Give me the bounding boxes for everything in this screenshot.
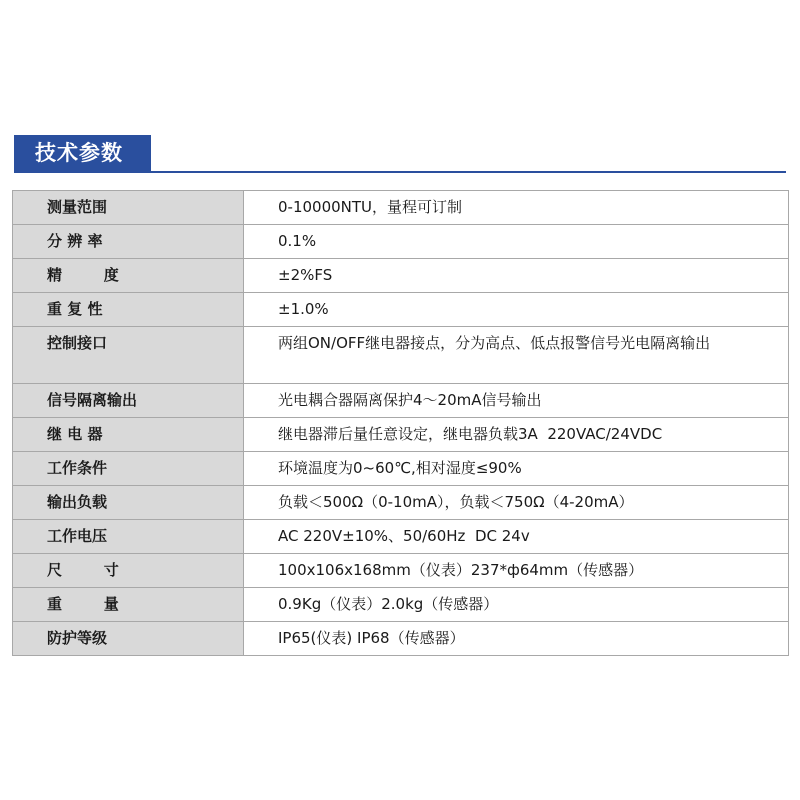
spec-label: 测量范围 [13, 191, 244, 225]
spec-row-resolution [13, 225, 789, 259]
spec-row-control-interface [13, 327, 789, 384]
spec-value: 0.1% [244, 225, 789, 259]
spec-row-dimensions [13, 554, 789, 588]
spec-row-range [13, 191, 789, 225]
spec-value: 0.9Kg（仪表）2.0kg（传感器） [244, 588, 789, 622]
spec-table [12, 190, 789, 656]
spec-value: IP65(仪表) IP68（传感器） [244, 622, 789, 656]
spec-row-weight [13, 588, 789, 622]
spec-row-isolated-output [13, 384, 789, 418]
spec-value: 100x106x168mm（仪表）237*ф64mm（传感器） [244, 554, 789, 588]
spec-value: 光电耦合器隔离保护4～20mA信号输出 [244, 384, 789, 418]
spec-row-protection-rating [13, 622, 789, 656]
spec-label: 重 量 [13, 588, 244, 622]
spec-label: 控制接口 [13, 327, 244, 384]
section-title: 技术参数 [14, 135, 151, 171]
spec-value: 负载＜500Ω（0-10mA），负载＜750Ω（4-20mA） [244, 486, 789, 520]
spec-label: 精 度 [13, 259, 244, 293]
spec-label: 信号隔离输出 [13, 384, 244, 418]
spec-label: 尺 寸 [13, 554, 244, 588]
spec-value: 环境温度为0~60℃,相对湿度≤90% [244, 452, 789, 486]
spec-row-relay [13, 418, 789, 452]
spec-label: 重 复 性 [13, 293, 244, 327]
spec-label: 输出负载 [13, 486, 244, 520]
spec-row-working-voltage [13, 520, 789, 554]
spec-label: 工作条件 [13, 452, 244, 486]
title-divider [14, 171, 786, 173]
spec-value: 0-10000NTU，量程可订制 [244, 191, 789, 225]
spec-row-working-conditions [13, 452, 789, 486]
spec-value: ±2%FS [244, 259, 789, 293]
spec-row-accuracy [13, 259, 789, 293]
spec-row-output-load [13, 486, 789, 520]
spec-row-repeatability [13, 293, 789, 327]
spec-value: AC 220V±10%、50/60Hz DC 24v [244, 520, 789, 554]
spec-label: 分 辨 率 [13, 225, 244, 259]
spec-label: 防护等级 [13, 622, 244, 656]
spec-label: 继 电 器 [13, 418, 244, 452]
spec-value: 继电器滞后量任意设定，继电器负载3A 220VAC/24VDC [244, 418, 789, 452]
spec-value: 两组ON/OFF继电器接点，分为高点、低点报警信号光电隔离输出 [244, 327, 789, 384]
spec-label: 工作电压 [13, 520, 244, 554]
spec-value: ±1.0% [244, 293, 789, 327]
